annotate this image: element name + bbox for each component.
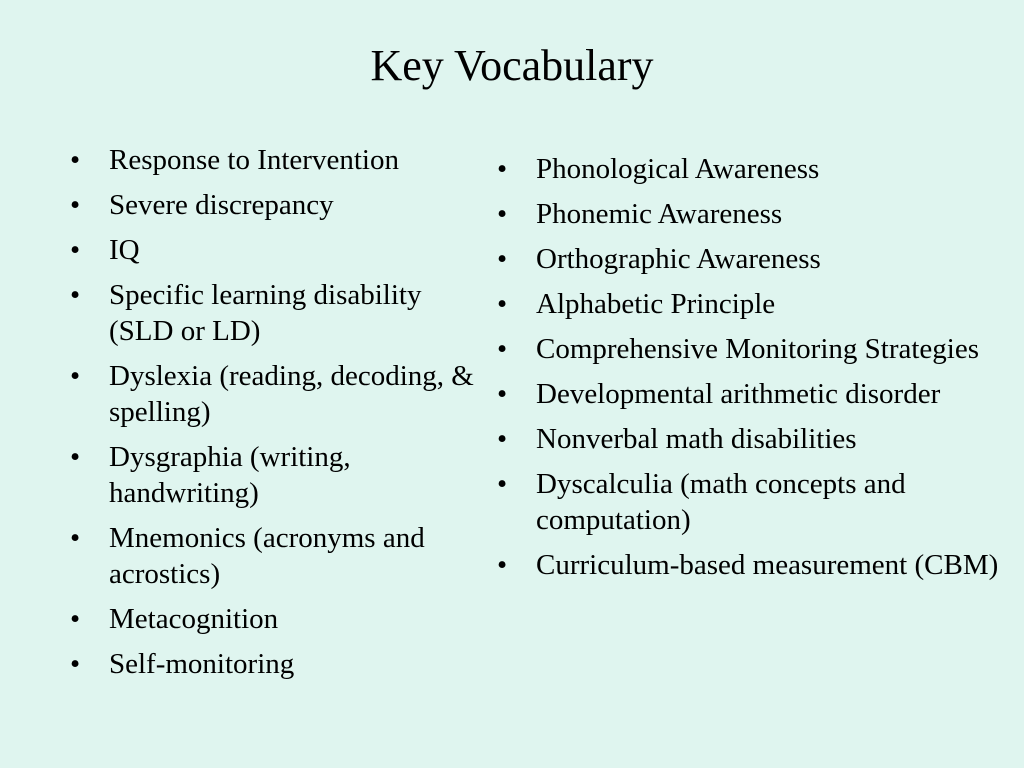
list-item	[70, 358, 490, 430]
list-item	[497, 466, 1017, 538]
bullet-icon: •	[497, 243, 508, 275]
vocabulary-term: Comprehensive Monitoring Strategies	[536, 333, 979, 365]
list-item	[497, 421, 1017, 457]
bullet-icon: •	[70, 648, 81, 680]
bullet-icon: •	[497, 423, 508, 455]
list-item	[70, 142, 490, 178]
vocabulary-term: Orthographic Awareness	[536, 243, 821, 275]
vocabulary-term: Developmental arithmetic disorder	[536, 378, 941, 410]
list-item	[497, 547, 1017, 583]
right-vocabulary-list	[497, 151, 1017, 592]
bullet-icon: •	[70, 144, 81, 176]
list-item	[70, 520, 490, 592]
vocabulary-term: Response to Intervention	[109, 144, 399, 176]
vocabulary-term: Self-monitoring	[109, 648, 295, 680]
bullet-icon: •	[497, 378, 508, 410]
slide-title: Key Vocabulary	[370, 41, 654, 90]
vocabulary-term: Curriculum-based measurement (CBM)	[536, 549, 999, 581]
vocabulary-term: Dyscalculia (math concepts and computation)	[536, 468, 906, 536]
list-item	[70, 187, 490, 223]
list-item	[497, 376, 1017, 412]
list-item	[70, 277, 490, 349]
bullet-icon: •	[497, 153, 508, 185]
bullet-icon: •	[497, 333, 508, 365]
list-item	[70, 232, 490, 268]
list-item	[497, 151, 1017, 187]
vocabulary-term: Metacognition	[109, 603, 279, 635]
bullet-icon: •	[70, 189, 81, 221]
list-item	[497, 241, 1017, 277]
vocabulary-term: Phonemic Awareness	[536, 198, 783, 230]
bullet-icon: •	[497, 468, 508, 500]
vocabulary-term: Severe discrepancy	[109, 189, 334, 221]
bullet-icon: •	[70, 441, 81, 473]
list-item	[70, 646, 490, 682]
list-item	[497, 196, 1017, 232]
bullet-icon: •	[497, 549, 508, 581]
list-item	[497, 286, 1017, 322]
vocabulary-term: Specific learning disability (SLD or LD)	[109, 279, 422, 347]
bullet-icon: •	[70, 234, 81, 266]
bullet-icon: •	[70, 360, 81, 392]
list-item	[70, 601, 490, 637]
vocabulary-term: Nonverbal math disabilities	[536, 423, 857, 455]
left-vocabulary-list	[70, 142, 490, 691]
vocabulary-term: Alphabetic Principle	[536, 288, 776, 320]
vocabulary-term: Phonological Awareness	[536, 153, 820, 185]
bullet-icon: •	[497, 198, 508, 230]
vocabulary-term: Dysgraphia (writing, handwriting)	[109, 441, 351, 509]
list-item	[497, 331, 1017, 367]
list-item	[70, 439, 490, 511]
vocabulary-term: Dyslexia (reading, decoding, & spelling)	[109, 360, 474, 428]
bullet-icon: •	[70, 279, 81, 311]
vocabulary-term: Mnemonics (acronyms and acrostics)	[109, 522, 425, 590]
vocabulary-term: IQ	[109, 234, 140, 266]
bullet-icon: •	[70, 603, 81, 635]
bullet-icon: •	[70, 522, 81, 554]
bullet-icon: •	[497, 288, 508, 320]
